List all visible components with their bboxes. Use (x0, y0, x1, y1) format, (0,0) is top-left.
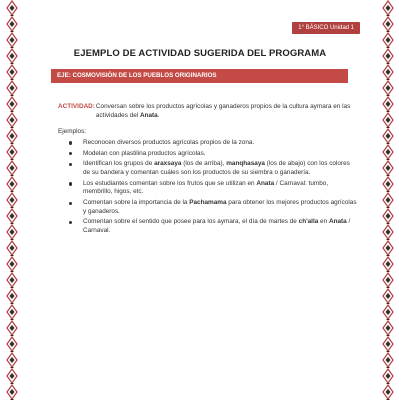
list-item-text: en (318, 218, 329, 226)
border-motif (383, 17, 393, 32)
border-motif (383, 337, 393, 352)
border-motif (7, 49, 17, 64)
border-motif (383, 305, 393, 320)
border-motif (7, 145, 17, 160)
border-motif (7, 81, 17, 96)
border-motif (7, 273, 17, 288)
activity-description (95, 103, 358, 120)
list-item-text: (los de arriba), (181, 160, 227, 168)
border-motif (383, 353, 393, 368)
border-motif (383, 49, 393, 64)
list-item-text: para obtener los mejores productos agrícolas y ganaderos. (83, 199, 357, 215)
examples-list (58, 139, 358, 236)
list-item-text: (los de abajo) con los colores de su bandera y comentan cuáles son los productos de su siembra o ganadería. (83, 160, 350, 176)
list-item (68, 199, 358, 216)
list-item-text: / Carnaval. (83, 218, 351, 235)
list-item (68, 218, 358, 235)
list-item-bold-term: Pachamama (189, 199, 227, 207)
list-item-text: Identifican los grupos de (83, 160, 155, 168)
border-motif (7, 177, 17, 192)
examples-heading: Ejemplos: (58, 128, 87, 136)
list-item-bold-term: manqhasaya (226, 160, 265, 168)
border-motif (7, 33, 17, 48)
border-motif (383, 209, 393, 224)
border-motif (383, 385, 393, 400)
border-motif (7, 65, 17, 80)
border-motif (7, 321, 17, 336)
border-motif (7, 1, 17, 16)
border-motif (383, 161, 393, 176)
border-motif (7, 161, 17, 176)
border-motif (7, 225, 17, 240)
list-item (68, 150, 358, 159)
border-motif (7, 129, 17, 144)
border-motif (383, 113, 393, 128)
list-item-text: / Carnaval: tumbo, membrillo, higos, etc. (83, 179, 329, 196)
border-motif (383, 369, 393, 384)
border-motif (7, 193, 17, 208)
axis-header-bar: EJE: COSMOVISIÓN DE LOS PUEBLOS ORIGINARIOS (51, 69, 348, 83)
border-motif (383, 289, 393, 304)
activity-content (58, 103, 358, 238)
border-motif (7, 337, 17, 352)
border-motif (383, 1, 393, 16)
border-motif (383, 65, 393, 80)
list-item-text: Los estudiantes comentan sobre los frutos que se utilizan en (83, 179, 257, 187)
border-motif (383, 97, 393, 112)
border-motif (383, 81, 393, 96)
border-motif (383, 225, 393, 240)
border-motif (383, 145, 393, 160)
border-motif (7, 113, 17, 128)
unit-badge: 1° BÁSICO Unidad 1 (292, 22, 360, 34)
border-motif (7, 241, 17, 256)
border-motif (7, 289, 17, 304)
border-motif (7, 97, 17, 112)
list-item (68, 180, 358, 197)
border-motif (7, 353, 17, 368)
border-motif (383, 273, 393, 288)
border-motif (383, 241, 393, 256)
list-item-text: Modelan con plastilina productos agrícolas. (83, 149, 206, 157)
list-item (68, 160, 358, 177)
list-item-bold-term: araxsaya (154, 160, 182, 168)
border-motif (7, 305, 17, 320)
list-item-text: Reconocen diversos productos agrícolas propios de la zona. (83, 138, 255, 146)
list-item-text: Comentan sobre el sentido que posee para los aymara, el día de martes de (83, 218, 299, 226)
border-motif (7, 209, 17, 224)
list-item-bold-term: ch'alla (298, 218, 319, 226)
border-motif (383, 177, 393, 192)
activity-paragraph (58, 103, 358, 120)
activity-text-end: . (157, 111, 160, 119)
page-title: EJEMPLO DE ACTIVIDAD SUGERIDA DEL PROGRAMA (73, 48, 327, 59)
list-item-bold-term: Anata (256, 179, 275, 187)
list-item-bold-term: Anata (328, 218, 347, 226)
border-motif (7, 257, 17, 272)
activity-label: ACTIVIDAD: (58, 103, 95, 110)
list-item (68, 139, 358, 148)
activity-text-start: Conversan sobre los productos agrícolas y ganaderos propios de la cultura aymara en las actividades del (95, 103, 351, 119)
border-motif (7, 385, 17, 400)
decorative-border-left (6, 0, 18, 400)
border-motif (383, 257, 393, 272)
border-motif (383, 129, 393, 144)
border-motif (7, 17, 17, 32)
list-item-text: Comentan sobre la importancia de la (83, 199, 190, 207)
activity-text-bold: Anata (139, 111, 158, 119)
border-motif (383, 33, 393, 48)
border-motif (383, 193, 393, 208)
border-motif (7, 369, 17, 384)
decorative-border-right (382, 0, 394, 400)
border-motif (383, 321, 393, 336)
